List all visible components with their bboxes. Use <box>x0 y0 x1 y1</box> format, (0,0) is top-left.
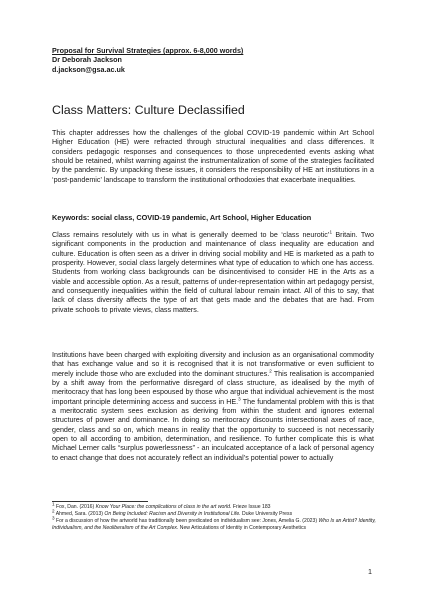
footnote-ref-1: 1 <box>329 229 333 235</box>
footnote-number: 1 <box>52 501 55 507</box>
author-name: Dr Deborah Jackson <box>52 55 122 65</box>
footnote-ref-2: 2 <box>269 368 272 374</box>
text-run: This realisation is accompanied by a shift away from the performative disregard of class structure, as idealised by the myth of meritocracy that has long been espoused by those who argue that individual achievement is the most important principle determining access and success in HE. <box>52 369 375 406</box>
text-run: Ahmed, Sara. (2013) <box>54 511 105 518</box>
footnote-number: 3 <box>52 515 55 521</box>
text-run: Frieze Issue 183 <box>231 504 271 510</box>
proposal-header <box>52 46 243 74</box>
footnote-ref-3: 3 <box>238 396 241 402</box>
text-run: Institutions have been charged with exploiting diversity and inclusion as an organisational commodity that has exchange value and so it is recognised that it is not transformative or even sufficient to merely include those who are excluded into the dominant structures. <box>52 351 374 378</box>
author-email: d.jackson@gsa.ac.uk <box>52 64 125 74</box>
chapter-title: Class Matters: Culture Declassified <box>52 103 245 117</box>
text-run: For a discussion of how the artworld has traditionally been predicated on individualism see: Jones, Amelia G. (2023) <box>54 518 319 525</box>
keywords-line: Keywords: social class, COVID-19 pandemic, Art School, Higher Education <box>52 213 312 222</box>
footnotes <box>52 501 382 532</box>
text-run: Duke University Press <box>240 511 293 518</box>
text-run: Fox, Dan. (2016) <box>54 504 96 510</box>
page-number: 1 <box>368 567 372 576</box>
footnote-3 <box>52 515 382 532</box>
abstract-paragraph: This chapter addresses how the challenges of the global COVID-19 pandemic within Art School Higher Education (HE) were refracted through structural inequalities and class differences. It considers pedagogic responses and consequences to those unprecedented events asking what should be retained, whilst warning against the instrumentalization of some of the strategies facilitated by the pandemic. By unpacking these issues, it considers the responsibility of HE art institutions in a ‘post-pandemic’ landscape to transform the institutional orthodoxies that exacerbate inequalities. <box>52 129 374 184</box>
text-run: Britain. Two significant components in the production and maintenance of class inequality are education and culture. Education is often seen as a driver in driving social mobility and HE is marketed as a path to prosperity. However, social class largely determines what type of education to which one has access. Students from working class backgrounds can be disincentivised to consider HE in the Arts as a viable and accessible option. As a result, patterns of under-representation within art pedagogy persist, and consequently inequalities within the field of cultural labour remain intact. All of this to say, that lack of class diversity affects the type of art that gets made and the debates that are had. From private schools to private views, class matters. <box>52 231 374 314</box>
text-run: Class remains resolutely with us in what is generally deemed to be ‘class neurotic’ <box>52 231 330 239</box>
body-paragraph-2 <box>52 351 374 463</box>
footnote-title: Know Your Place: the complications of class in the art world. <box>95 504 232 510</box>
footnote-divider <box>52 501 148 502</box>
body-paragraph-1 <box>52 231 374 315</box>
text-run: The fundamental problem with this is that a meritocratic system sees exclusion as deriving from within the student and ignores external structures of power and dominance. In doing so meritocracy discounts intersectional axes of race, gender, class and so on, which means in reality that the opportunity to succeed is not necessarily open to all according to ambition, determination, and resilience. To further complicate this is what Michael Lerner calls “surplus powerlessness” - an inculcated acceptance of a lack of personal agency to enact change that does not accurately reflect an individual’s potential power to actually <box>52 397 374 462</box>
footnote-title: On Being Included: Racism and Diversity in Institutional Life. <box>104 511 241 518</box>
footnote-title: Who Is an Artist? Identity, Individualism, and the Neoliberalism of the Art Complex <box>52 518 376 532</box>
text-run: . New Articulations of Identity in Contemporary Aesthetics <box>176 525 307 532</box>
footnote-number: 2 <box>52 508 55 514</box>
proposal-line: Proposal for Survival Strategies (approx. 6-8,000 words) <box>52 46 244 55</box>
